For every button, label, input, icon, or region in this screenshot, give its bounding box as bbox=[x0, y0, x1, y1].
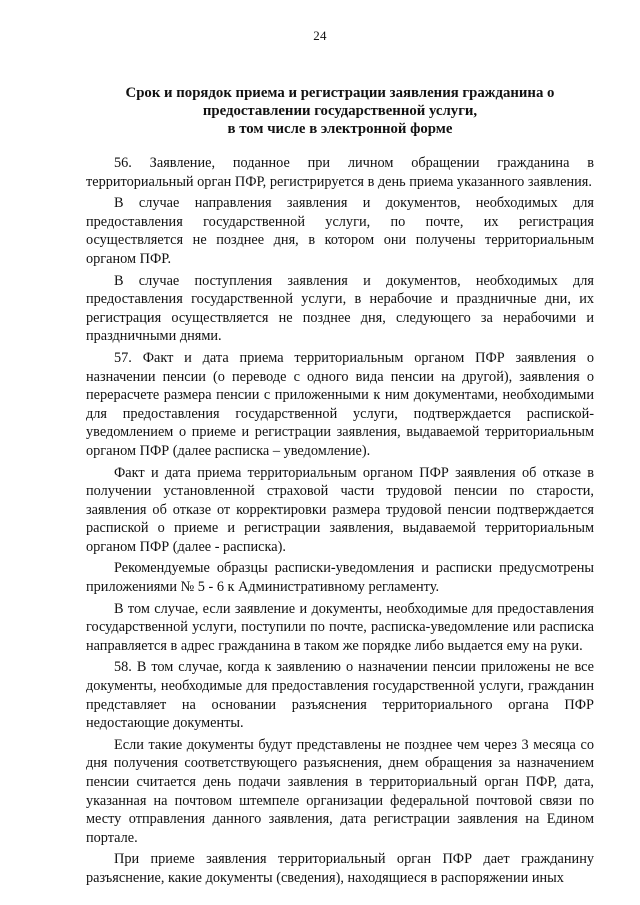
paragraph: Рекомендуемые образцы расписки-уведомления и расписки предусмотрены приложениями № 5 - 6 к Административному регламенту. bbox=[86, 560, 594, 596]
heading-line: предоставлении государственной услуги, bbox=[202, 103, 478, 119]
heading-line: в том числе в электронной форме bbox=[227, 121, 453, 137]
heading-line: Срок и порядок приема и регистрации заявления гражданина о bbox=[125, 85, 555, 101]
paragraph: В случае направления заявления и документов, необходимых для предоставления государственной услуги, по почте, их регистрация осуществляется не позднее дня, в котором они получены территориальным органом ПФР. bbox=[86, 195, 594, 267]
paragraph: В случае поступления заявления и документов, необходимых для предоставления государственной услуги, в нерабочие и праздничные дни, их регистрация осуществляется не позднее дня, следующего за нерабочими и праздничными днями. bbox=[86, 272, 594, 345]
section-heading bbox=[94, 84, 586, 138]
paragraph: 56. Заявление, поданное при личном обращении гражданина в территориальный орган ПФР, регистрируется в день приема указанного заявления. bbox=[86, 155, 594, 190]
paragraph: При приеме заявления территориальный орган ПФР дает гражданину разъяснение, какие документы (сведения), находящиеся в распоряжении иных bbox=[86, 851, 594, 886]
document-body bbox=[86, 154, 594, 891]
page-number: 24 bbox=[313, 28, 327, 43]
paragraph: 57. Факт и дата приема территориальным органом ПФР заявления о назначении пенсии (о переводе с одного вида пенсии на другой), заявления о перерасчете размера пенсии с приложенными к ним документами, необходимыми для предоставления государственной услуги, подтверждается распиской-уведомлением о приеме и регистрации заявления, выдаваемой территориальным органом ПФР (далее расписка – уведомление). bbox=[86, 349, 594, 459]
paragraph: 58. В том случае, когда к заявлению о назначении пенсии приложены не все документы, необходимые для предоставления государственной услуги, гражданин представляет на основании разъяснения территориального органа ПФР недостающие документы. bbox=[86, 659, 594, 732]
paragraph: Если такие документы будут представлены не позднее чем через 3 месяца со дня получения соответствующего разъяснения, днем обращения за назначением пенсии считается день подачи заявления в территориальный орган ПФР, дата, указанная на почтовом штемпеле организации федеральной почтовой связи по месту отправления данного заявления, дата регистрации заявления на Едином портале. bbox=[86, 736, 594, 846]
paragraph: В том случае, если заявление и документы, необходимые для предоставления государственной услуги, поступили по почте, расписка-уведомление или расписка направляется в адрес гражданина в таком же порядке либо выдается ему на руки. bbox=[86, 600, 594, 654]
paragraph: Факт и дата приема территориальным органом ПФР заявления об отказе в получении установленной страховой части трудовой пенсии по старости, заявления об отказе от корректировки размера трудовой пенсии подтверждается распиской о приеме и регистрации заявления, выдаваемой территориальным органом ПФР (далее - расписка). bbox=[86, 464, 594, 555]
